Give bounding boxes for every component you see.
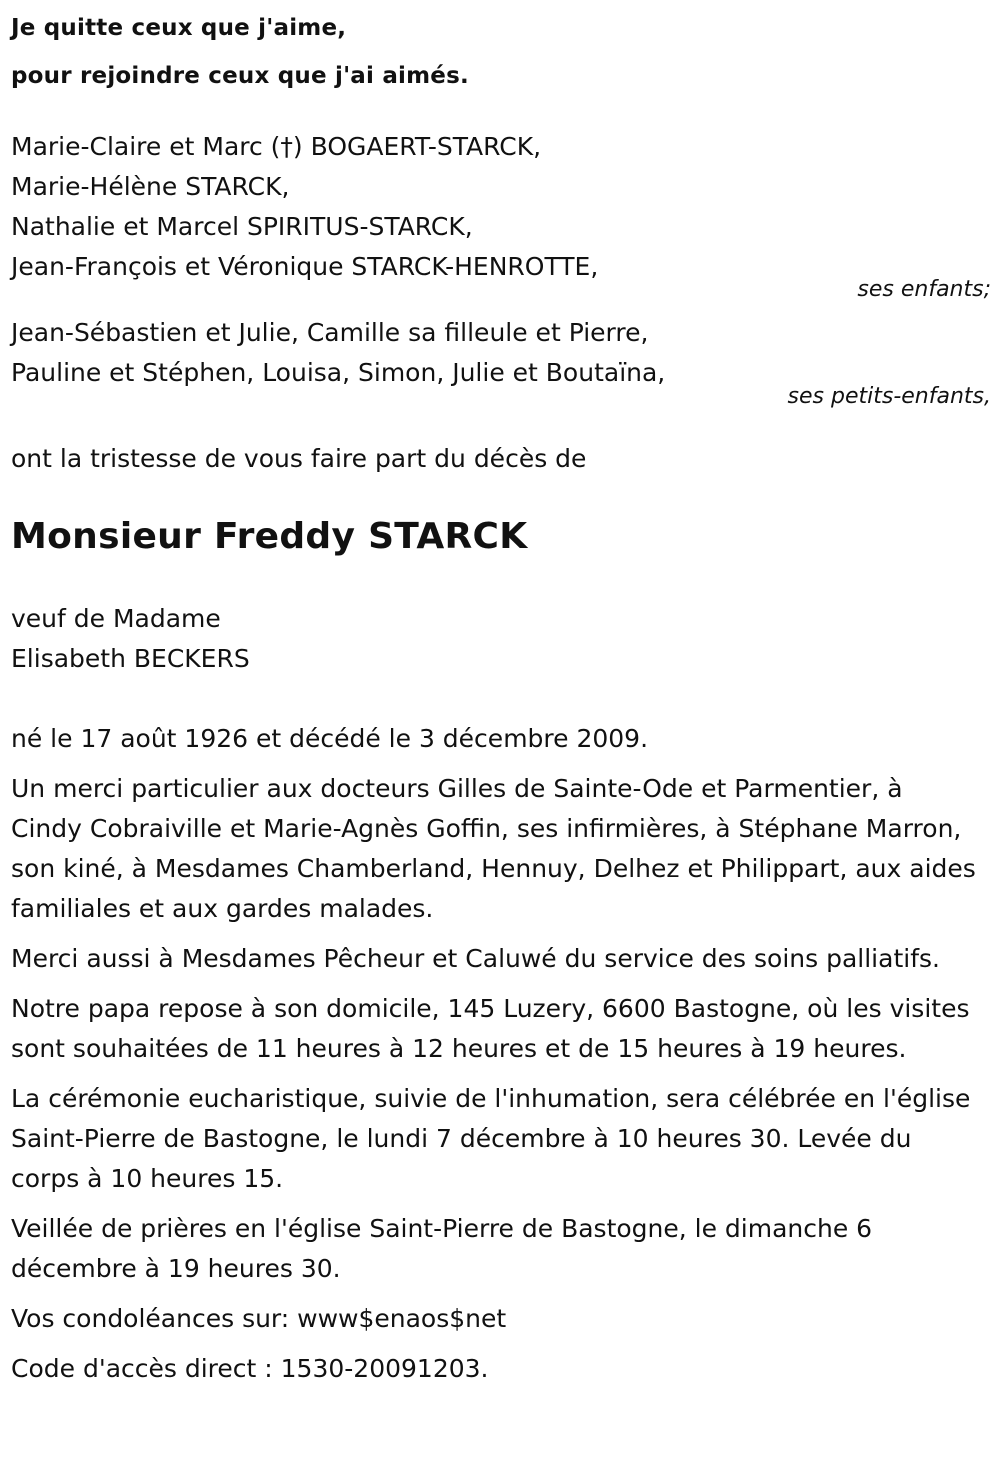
- widow-line-1: veuf de Madame: [11, 604, 221, 633]
- life-dates: né le 17 août 1926 et décédé le 3 décembre 2009.: [11, 724, 649, 753]
- quote-line-2: pour rejoindre ceux que j'ai aimés.: [11, 63, 469, 89]
- quote-line-1: Je quitte ceux que j'aime,: [11, 15, 347, 41]
- child-line-3: Nathalie et Marcel SPIRITUS-STARCK,: [11, 212, 473, 241]
- children-role: ses enfants;: [857, 277, 991, 302]
- child-line-1: Marie-Claire et Marc (†) BOGAERT-STARCK,: [11, 132, 542, 161]
- quote: [11, 4, 991, 100]
- access-code-line: Code d'accès direct : 1530-20091203.: [11, 1354, 489, 1383]
- child-line-4: Jean-François et Véronique STARCK-HENROTTE,: [11, 252, 599, 281]
- widow-line-2: Elisabeth BECKERS: [11, 644, 250, 673]
- grandchild-line-1: Jean-Sébastien et Julie, Camille sa filleule et Pierre,: [11, 318, 649, 347]
- widow-info: [11, 599, 991, 679]
- grandchildren-role: ses petits-enfants,: [787, 384, 991, 409]
- deceased-name: Monsieur Freddy STARCK: [11, 516, 528, 557]
- visits-paragraph: Notre papa repose à son domicile, 145 Luzery, 6600 Bastogne, où les visites sont souhaitées de 11 heures à 12 heures et de 15 heures à 19 heures.: [11, 994, 970, 1063]
- ceremony-paragraph: La cérémonie eucharistique, suivie de l'inhumation, sera célébrée en l'église Saint-Pierre de Bastogne, le lundi 7 décembre à 10 heures 30. Levée du corps à 10 heures 15.: [11, 1084, 971, 1193]
- condolences-line: Vos condoléances sur: www$enaos$net: [11, 1304, 507, 1333]
- vigil-paragraph: Veillée de prières en l'église Saint-Pierre de Bastogne, le dimanche 6 décembre à 19 heures 30.: [11, 1214, 873, 1283]
- children-list: [11, 127, 991, 303]
- palliative-thanks-paragraph: Merci aussi à Mesdames Pêcheur et Caluwé du service des soins palliatifs.: [11, 944, 940, 973]
- grandchildren-list: [11, 313, 991, 410]
- grandchild-line-2: Pauline et Stéphen, Louisa, Simon, Julie et Boutaïna,: [11, 358, 666, 387]
- announcement: ont la tristesse de vous faire part du décès de: [11, 444, 587, 473]
- child-line-2: Marie-Hélène STARCK,: [11, 172, 290, 201]
- obituary-notice: [11, 0, 991, 1389]
- thanks-paragraph: Un merci particulier aux docteurs Gilles de Sainte-Ode et Parmentier, à Cindy Cobraiville et Marie-Agnès Goffin, ses infirmières, à Stéphane Marron, son kiné, à Mesdames Chamberland, Hennuy, Delhez et Philippart, aux aides familiales et aux gardes malades.: [11, 774, 976, 923]
